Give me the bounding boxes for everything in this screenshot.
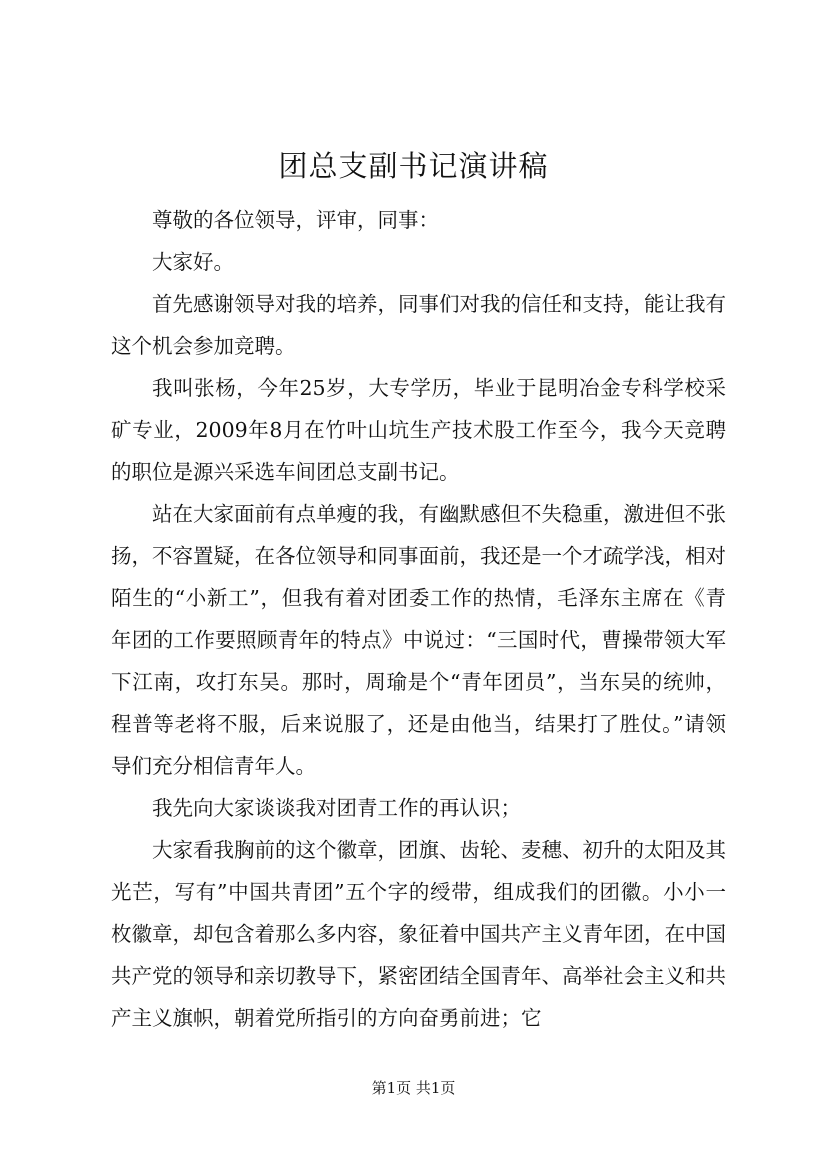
- paragraph-salutation: 尊敬的各位领导，评审，同事：: [152, 208, 439, 232]
- paragraph-greeting: 大家好。: [152, 250, 234, 274]
- paragraph-personality: 站在大家面前有点单瘦的我，有幽默感但不失稳重，激进但不张扬，不容置疑，在各位领导和同事面前，我还是一个才疏学浅，相对陌生的“小新工”，但我有着对团委工作的热情，毛泽东主席在《青年团的工作要照顾青年的特点》中说过：“三国时代，曹操带领大军下江南，攻打东吴。那时，周瑜是个“青年团员”，当东吴的统帅，程普等老将不服，后来说服了，还是由他当，结果打了胜仗。”请领导们充分相信青年人。: [111, 502, 726, 778]
- paragraph-badge: 大家看我胸前的这个徽章，团旗、齿轮、麦穗、初升的太阳及其光芒，写有”中国共青团”五个字的绶带，组成我们的团徽。小小一枚徽章，却包含着那么多内容，象征着中国共产主义青年团，在中国共产党的领导和亲切教导下，紧密团结全国青年、高举社会主义和共产主义旗帜，朝着党所指引的方向奋勇前进；它: [111, 838, 726, 1030]
- document-body: [111, 199, 726, 1039]
- document-title: 团总支副书记演讲稿: [278, 149, 549, 183]
- page-footer: 第1页 共1页: [371, 1079, 456, 1097]
- paragraph-topic-intro: 我先向大家谈谈我对团青工作的再认识；: [152, 796, 521, 820]
- paragraph-thanks: 首先感谢领导对我的培养，同事们对我的信任和支持，能让我有这个机会参加竞聘。: [111, 292, 726, 358]
- paragraph-self-introduction: 我叫张杨，今年25岁，大专学历，毕业于昆明冶金专科学校采矿专业，2009年8月在竹叶山坑生产技术股工作至今，我今天竞聘的职位是源兴采选车间团总支副书记。: [111, 376, 726, 484]
